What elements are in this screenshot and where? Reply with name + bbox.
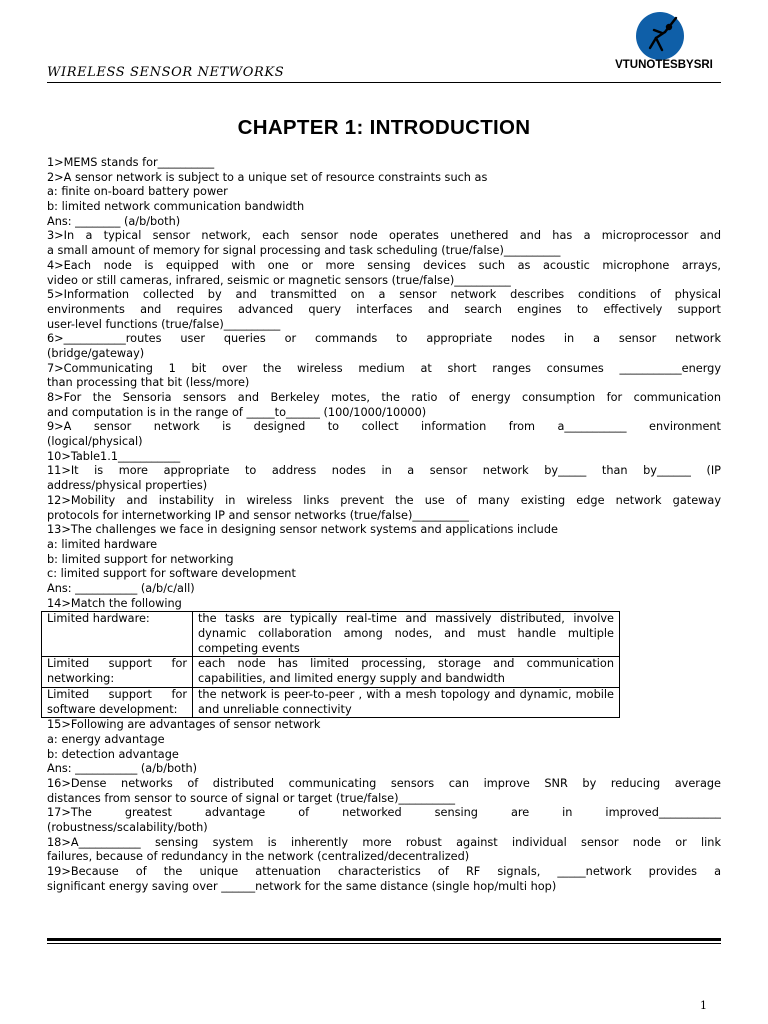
text-line: protocols for internetworking IP and sensor networks (true/false)__________ (47, 508, 469, 522)
match-table (41, 611, 620, 718)
text-line: significant energy saving over ______network for the same distance (single hop/multi hop) (47, 879, 557, 893)
table-row (42, 687, 620, 717)
text-line: than processing that bit (less/more) (47, 376, 250, 390)
header-rule (47, 82, 721, 83)
text-line: 1>MEMS stands for__________ (47, 156, 215, 169)
table-cell-left: Limited support for software development: (42, 687, 193, 717)
footer-rule-thin (47, 943, 721, 944)
text-line: 3>In a typical sensor network, each sensor node operates unethered and has a microprocessor and (47, 229, 721, 243)
text-line: 19>Because of the unique attenuation characteristics of RF signals, _____network provides a (47, 865, 721, 879)
text-line: 11>It is more appropriate to address nodes in a sensor network by_____ than by______ (IP (47, 464, 721, 478)
text-line: a: energy advantage (47, 732, 165, 746)
text-line: 15>Following are advantages of sensor network (47, 718, 321, 732)
climber-icon (632, 12, 690, 62)
text-line: 10>Table1.1___________ (47, 449, 181, 463)
footer-rule (47, 938, 721, 941)
text-line: 17>The greatest advantage of networked sensing are in improved___________ (47, 806, 721, 820)
text-line: (bridge/gateway) (47, 346, 145, 360)
table-cell-left: Limited support for networking: (42, 657, 193, 687)
text-line: 6>___________routes user queries or commands to appropriate nodes in a sensor network (47, 332, 721, 346)
text-line: failures, because of redundancy in the network (centralized/decentralized) (47, 850, 470, 864)
text-line: b: detection advantage (47, 747, 179, 761)
text-line: 14>Match the following (47, 596, 182, 610)
text-line: 2>A sensor network is subject to a unique set of resource constraints such as (47, 170, 488, 184)
table-cell-right: each node has limited processing, storage and communication capabilities, and limited energy supply and bandwidth (193, 657, 620, 687)
text-line: 8>For the Sensoria sensors and Berkeley motes, the ratio of energy consumption for communication (47, 391, 721, 404)
question-list (47, 156, 721, 894)
text-line: 12>Mobility and instability in wireless links prevent the use of many existing edge network gateway (47, 493, 721, 507)
page-number: 1 (700, 999, 707, 1012)
text-line: Ans: ___________ (a/b/both) (47, 762, 198, 776)
text-line: b: limited network communication bandwidth (47, 200, 305, 214)
text-line: 13>The challenges we face in designing sensor network systems and applications include (47, 523, 558, 537)
text-line: user-level functions (true/false)__________ (47, 317, 281, 331)
text-line: 18>A___________ sensing system is inherently more robust against individual sensor node or link (47, 835, 721, 849)
text-line: and computation is in the range of _____to______ (100/1000/10000) (47, 405, 427, 419)
text-line: environments and requires advanced query interfaces and search engines to effectively support (47, 302, 721, 316)
table-cell-left: Limited hardware: (42, 612, 193, 657)
text-line: 7>Communicating 1 bit over the wireless medium at short ranges consumes ___________energy (47, 361, 721, 375)
text-line: (robustness/scalability/both) (47, 821, 208, 835)
text-line: 16>Dense networks of distributed communicating sensors can improve SNR by reducing average (47, 776, 721, 790)
chapter-title: CHAPTER 1: INTRODUCTION (237, 116, 531, 139)
text-line: a: limited hardware (47, 537, 158, 551)
table-cell-right: the tasks are typically real-time and massively distributed, involve dynamic collaboration among nodes, and must handle multiple competing events (193, 612, 620, 657)
table-cell-right: the network is peer-to-peer , with a mesh topology and dynamic, mobile and unreliable connectivity (193, 687, 620, 717)
text-line: video or still cameras, infrared, seismic or magnetic sensors (true/false)__________ (47, 273, 511, 287)
text-line: c: limited support for software development (47, 567, 296, 581)
text-line: 4>Each node is equipped with one or more sensing devices such as acoustic microphone arrays, (47, 258, 721, 272)
text-line: 5>Information collected by and transmitted on a sensor network describes conditions of physical (47, 288, 721, 302)
logo-text: VTUNOTESBYSRI (615, 59, 713, 71)
text-line: a small amount of memory for signal processing and task scheduling (true/false)__________ (47, 244, 561, 258)
text-line: Ans: ________ (a/b/both) (47, 214, 181, 228)
text-line: a: finite on-board battery power (47, 185, 228, 199)
header-title: WIRELESS SENSOR NETWORKS (47, 65, 285, 80)
table-row (42, 612, 620, 657)
text-line: (logical/physical) (47, 435, 143, 449)
table-row (42, 657, 620, 687)
text-line: 9>A sensor network is designed to collect information from a___________ environment (47, 420, 721, 434)
text-line: Ans: ___________ (a/b/c/all) (47, 581, 195, 595)
text-line: address/physical properties) (47, 479, 208, 493)
text-line: b: limited support for networking (47, 552, 234, 566)
text-line: distances from sensor to source of signal or target (true/false)__________ (47, 791, 456, 805)
